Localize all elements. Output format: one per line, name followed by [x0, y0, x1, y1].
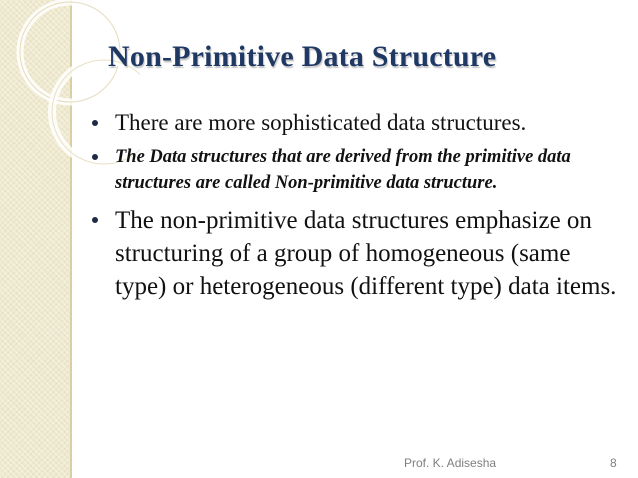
bullet-item — [92, 108, 622, 138]
bullet-item — [92, 144, 622, 196]
bullet-icon — [92, 217, 98, 223]
bullet-icon — [92, 154, 98, 160]
band-divider — [70, 0, 72, 478]
bullet-text-emphasized: The Data structures that are derived from the primitive data structures are called Non-primitive data structure. — [115, 147, 571, 193]
bullet-icon — [92, 120, 98, 126]
bullet-list — [92, 108, 622, 303]
footer-author: Prof. K. Adisesha — [404, 456, 497, 470]
bullet-text: There are more sophisticated data structures. — [115, 110, 527, 135]
footer-page-number: 8 — [610, 456, 617, 470]
slide-title: Non-Primitive Data Structure — [108, 40, 497, 73]
bullet-item — [92, 204, 622, 303]
bullet-text: The non-primitive data structures emphasize on structuring of a group of homogeneous (same type) or heterogeneous (different type) data items. — [115, 207, 617, 300]
left-decorative-band — [0, 0, 70, 478]
